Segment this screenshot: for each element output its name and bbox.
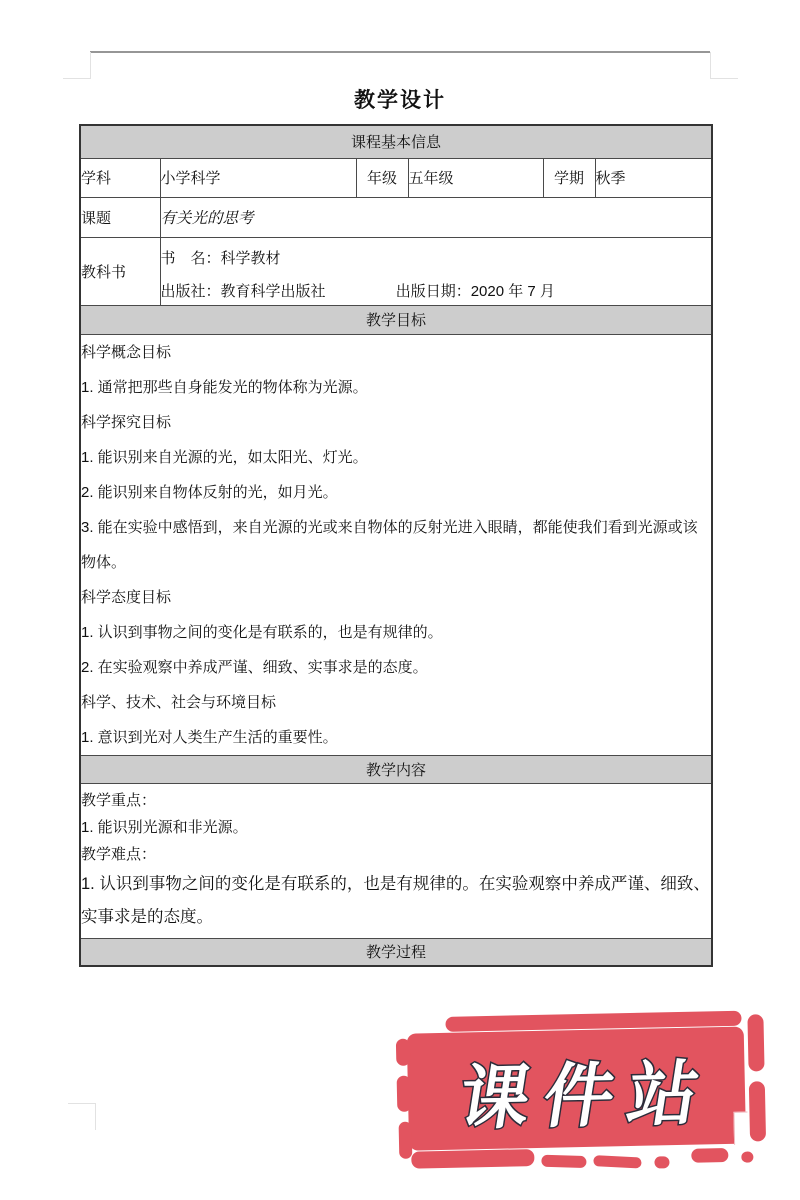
goal-paragraph: 科学探究目标: [81, 413, 172, 431]
table-row: [80, 125, 712, 158]
stamp-border-stroke: [411, 1149, 534, 1169]
table-row: [80, 938, 712, 966]
stamp-border-stroke: [749, 1081, 766, 1141]
subject-label: 学科: [80, 158, 160, 197]
subject-value: 小学科学: [160, 158, 356, 197]
goals-content: [80, 334, 712, 755]
textbook-label: 教科书: [80, 237, 160, 305]
stamp-border-stroke: [541, 1155, 586, 1168]
table-row: [80, 783, 712, 938]
stamp-border-stroke: [593, 1155, 641, 1168]
table-row: [80, 197, 712, 237]
content-line: 1. 认识到事物之间的变化是有联系的，也是有规律的。在实验观察中养成严谨、细致、实事求是的态度。: [81, 875, 710, 926]
stamp-border-stroke: [396, 1039, 411, 1066]
document-title: 教学设计: [354, 88, 446, 112]
content-line: 教学重点：: [81, 792, 157, 809]
content-line: 1. 能识别光源和非光源。: [81, 819, 248, 836]
term-value: 秋季: [595, 158, 712, 197]
table-row: [80, 158, 712, 197]
section-header-basic-info: 课程基本信息: [80, 125, 712, 158]
goal-paragraph: 2. 在实验观察中养成严谨、细致、实事求是的态度。: [81, 658, 428, 676]
textbook-publisher: 出版社：教育科学出版社: [160, 282, 326, 300]
term-label: 学期: [543, 158, 595, 197]
stamp-border-stroke: [397, 1076, 412, 1112]
textbook-info: [160, 237, 712, 305]
goal-paragraph: 1. 认识到事物之间的变化是有联系的，也是有规律的。: [81, 623, 443, 641]
topic-value: 有关光的思考: [160, 197, 712, 237]
goal-paragraph: 1. 通常把那些自身能发光的物体称为光源。: [81, 378, 368, 396]
stamp-text: 课件站: [454, 1054, 719, 1138]
section-header-process: 教学过程: [80, 938, 712, 966]
table-row: [80, 755, 712, 783]
teaching-content: [80, 783, 712, 938]
table-row: [80, 237, 712, 305]
lesson-plan-table: [79, 124, 713, 967]
grade-label: 年级: [356, 158, 408, 197]
goal-paragraph: 科学态度目标: [81, 588, 172, 606]
page-header-rule: [90, 51, 710, 53]
textbook-name: 书 名：科学教材: [160, 249, 281, 267]
kejianzhan-watermark-stamp: [395, 1004, 770, 1182]
margin-crop-mark-bottom-left: [68, 1103, 96, 1130]
goal-paragraph: 1. 能识别来自光源的光，如太阳光、灯光。: [81, 448, 368, 466]
stamp-border-stroke: [691, 1148, 728, 1163]
goal-paragraph: 科学概念目标: [81, 343, 172, 361]
goal-paragraph: 1. 意识到光对人类生产生活的重要性。: [81, 728, 338, 746]
goal-paragraph: 2. 能识别来自物体反射的光，如月光。: [81, 483, 338, 501]
stamp-border-stroke: [654, 1156, 669, 1168]
table-row: [80, 334, 712, 755]
content-line: 教学难点：: [81, 846, 157, 863]
grade-value: 五年级: [408, 158, 543, 197]
textbook-publisher-line: [161, 279, 712, 305]
goal-paragraph: 3. 能在实验中感悟到，来自光源的光或来自物体的反射光进入眼睛，都能使我们看到光源或该物体。: [81, 518, 698, 571]
stamp-border-stroke: [399, 1122, 413, 1159]
section-header-content: 教学内容: [80, 755, 712, 783]
section-header-goals: 教学目标: [80, 305, 712, 334]
goal-paragraph: 科学、技术、社会与环境目标: [81, 693, 277, 711]
margin-crop-mark-top-right: [710, 52, 738, 79]
margin-crop-mark-top-left: [63, 52, 91, 79]
table-row: [80, 305, 712, 334]
stamp-border-stroke: [741, 1151, 753, 1162]
topic-label: 课题: [80, 197, 160, 237]
textbook-publish-date: 出版日期：2020 年 7 月: [395, 282, 555, 300]
